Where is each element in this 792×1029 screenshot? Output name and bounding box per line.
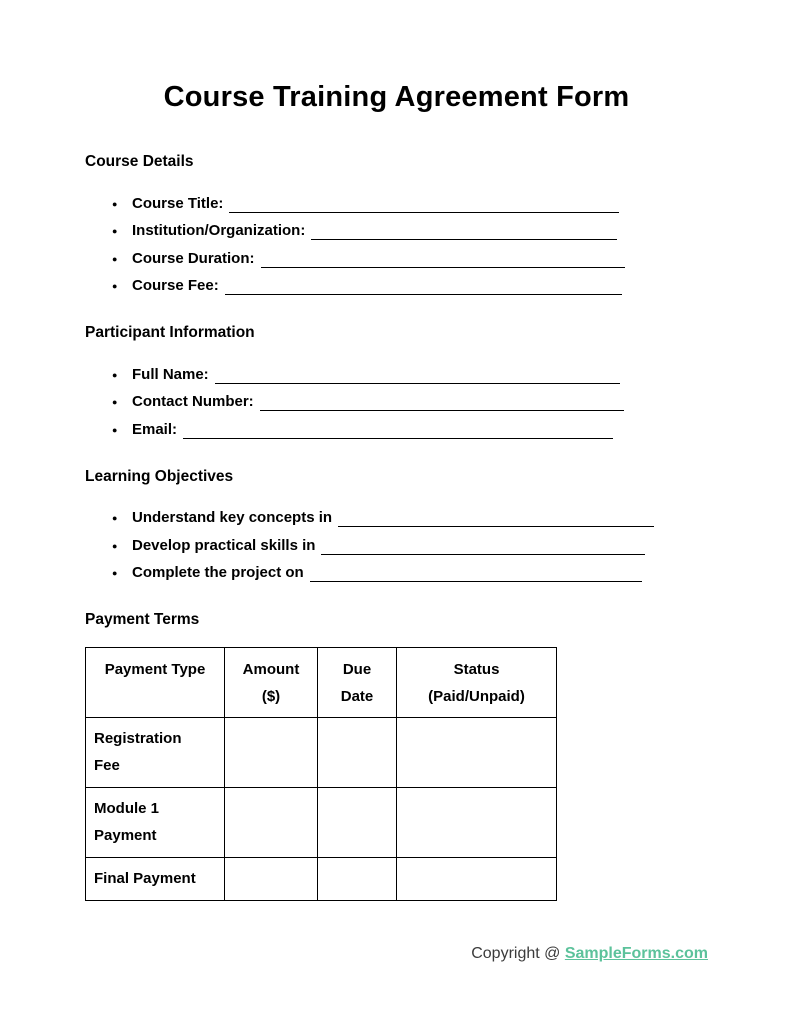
field-label: ● Understand key concepts in xyxy=(132,509,333,526)
field-email xyxy=(85,411,708,439)
amount-cell[interactable] xyxy=(225,858,318,901)
header-line: ($) xyxy=(261,688,281,705)
header-line: Status xyxy=(453,661,500,678)
field-label: ● Full Name: xyxy=(132,365,209,383)
status-cell[interactable] xyxy=(397,858,557,901)
field-course-fee xyxy=(85,268,708,296)
header-line: Date xyxy=(340,688,374,705)
field-contact-number xyxy=(85,384,708,412)
payment-type-cell: Registration Fee xyxy=(86,718,225,788)
col-header-payment-type xyxy=(86,648,225,718)
field-institution-organization xyxy=(85,213,708,241)
header-line: (Paid/Unpaid) xyxy=(428,688,525,705)
payment-type-cell: Final Payment xyxy=(86,858,225,901)
status-cell[interactable] xyxy=(397,788,557,858)
field-label: ● Course Title: xyxy=(132,194,224,212)
field-complete-project xyxy=(85,555,708,583)
due-date-cell[interactable] xyxy=(318,718,397,788)
course-title-fill-line[interactable] xyxy=(229,208,619,213)
field-label: ● Institution/Organization: xyxy=(132,222,306,239)
copyright-text: Copyright @ xyxy=(471,945,561,962)
field-label: ● Email: xyxy=(132,420,178,438)
course-duration-fill-line[interactable] xyxy=(261,263,625,268)
section-heading-payment-terms: Payment Terms xyxy=(85,611,200,628)
field-practical-skills xyxy=(85,527,708,555)
status-cell[interactable] xyxy=(397,718,557,788)
col-header-due-date xyxy=(318,648,397,718)
course-fee-fill-line[interactable] xyxy=(225,290,622,295)
key-concepts-fill-line[interactable] xyxy=(338,522,654,527)
practical-skills-fill-line[interactable] xyxy=(321,550,645,555)
field-label: ● Contact Number: xyxy=(132,393,254,410)
email-fill-line[interactable] xyxy=(183,434,613,439)
header-line: Due xyxy=(342,661,372,678)
header-line: Amount xyxy=(242,661,300,678)
field-label: ● Course Fee: xyxy=(132,277,219,294)
amount-cell[interactable] xyxy=(225,718,318,788)
table-row-registration-fee xyxy=(86,718,557,788)
course-details-list xyxy=(85,185,708,295)
col-header-amount xyxy=(225,648,318,718)
due-date-cell[interactable] xyxy=(318,788,397,858)
table-row-final-payment xyxy=(86,858,557,901)
due-date-cell[interactable] xyxy=(318,858,397,901)
footer xyxy=(85,945,708,963)
table-row-module-1-payment xyxy=(86,788,557,858)
header-line: Payment Type xyxy=(104,661,206,678)
full-name-fill-line[interactable] xyxy=(215,379,620,384)
sampleforms-link[interactable]: SampleForms.com xyxy=(564,945,708,962)
table-header-row xyxy=(86,648,557,718)
field-course-duration xyxy=(85,240,708,268)
institution-fill-line[interactable] xyxy=(311,235,617,240)
payment-terms-table xyxy=(85,647,557,901)
learning-objectives-list xyxy=(85,500,708,583)
participant-information-list xyxy=(85,356,708,439)
section-heading-participant-information: Participant Information xyxy=(85,324,255,341)
field-course-title xyxy=(85,185,708,213)
field-key-concepts xyxy=(85,500,708,528)
section-heading-course-details: Course Details xyxy=(85,153,194,170)
complete-project-fill-line[interactable] xyxy=(310,577,642,582)
contact-number-fill-line[interactable] xyxy=(260,406,624,411)
field-label: ● Course Duration: xyxy=(132,249,255,267)
field-full-name xyxy=(85,356,708,384)
col-header-status xyxy=(397,648,557,718)
payment-type-cell: Module 1 Payment xyxy=(86,788,225,858)
page-title: Course Training Agreement Form xyxy=(163,81,630,113)
amount-cell[interactable] xyxy=(225,788,318,858)
field-label: ● Complete the project on xyxy=(132,564,304,581)
section-heading-learning-objectives: Learning Objectives xyxy=(85,467,234,485)
field-label: ● Develop practical skills in xyxy=(132,536,316,554)
